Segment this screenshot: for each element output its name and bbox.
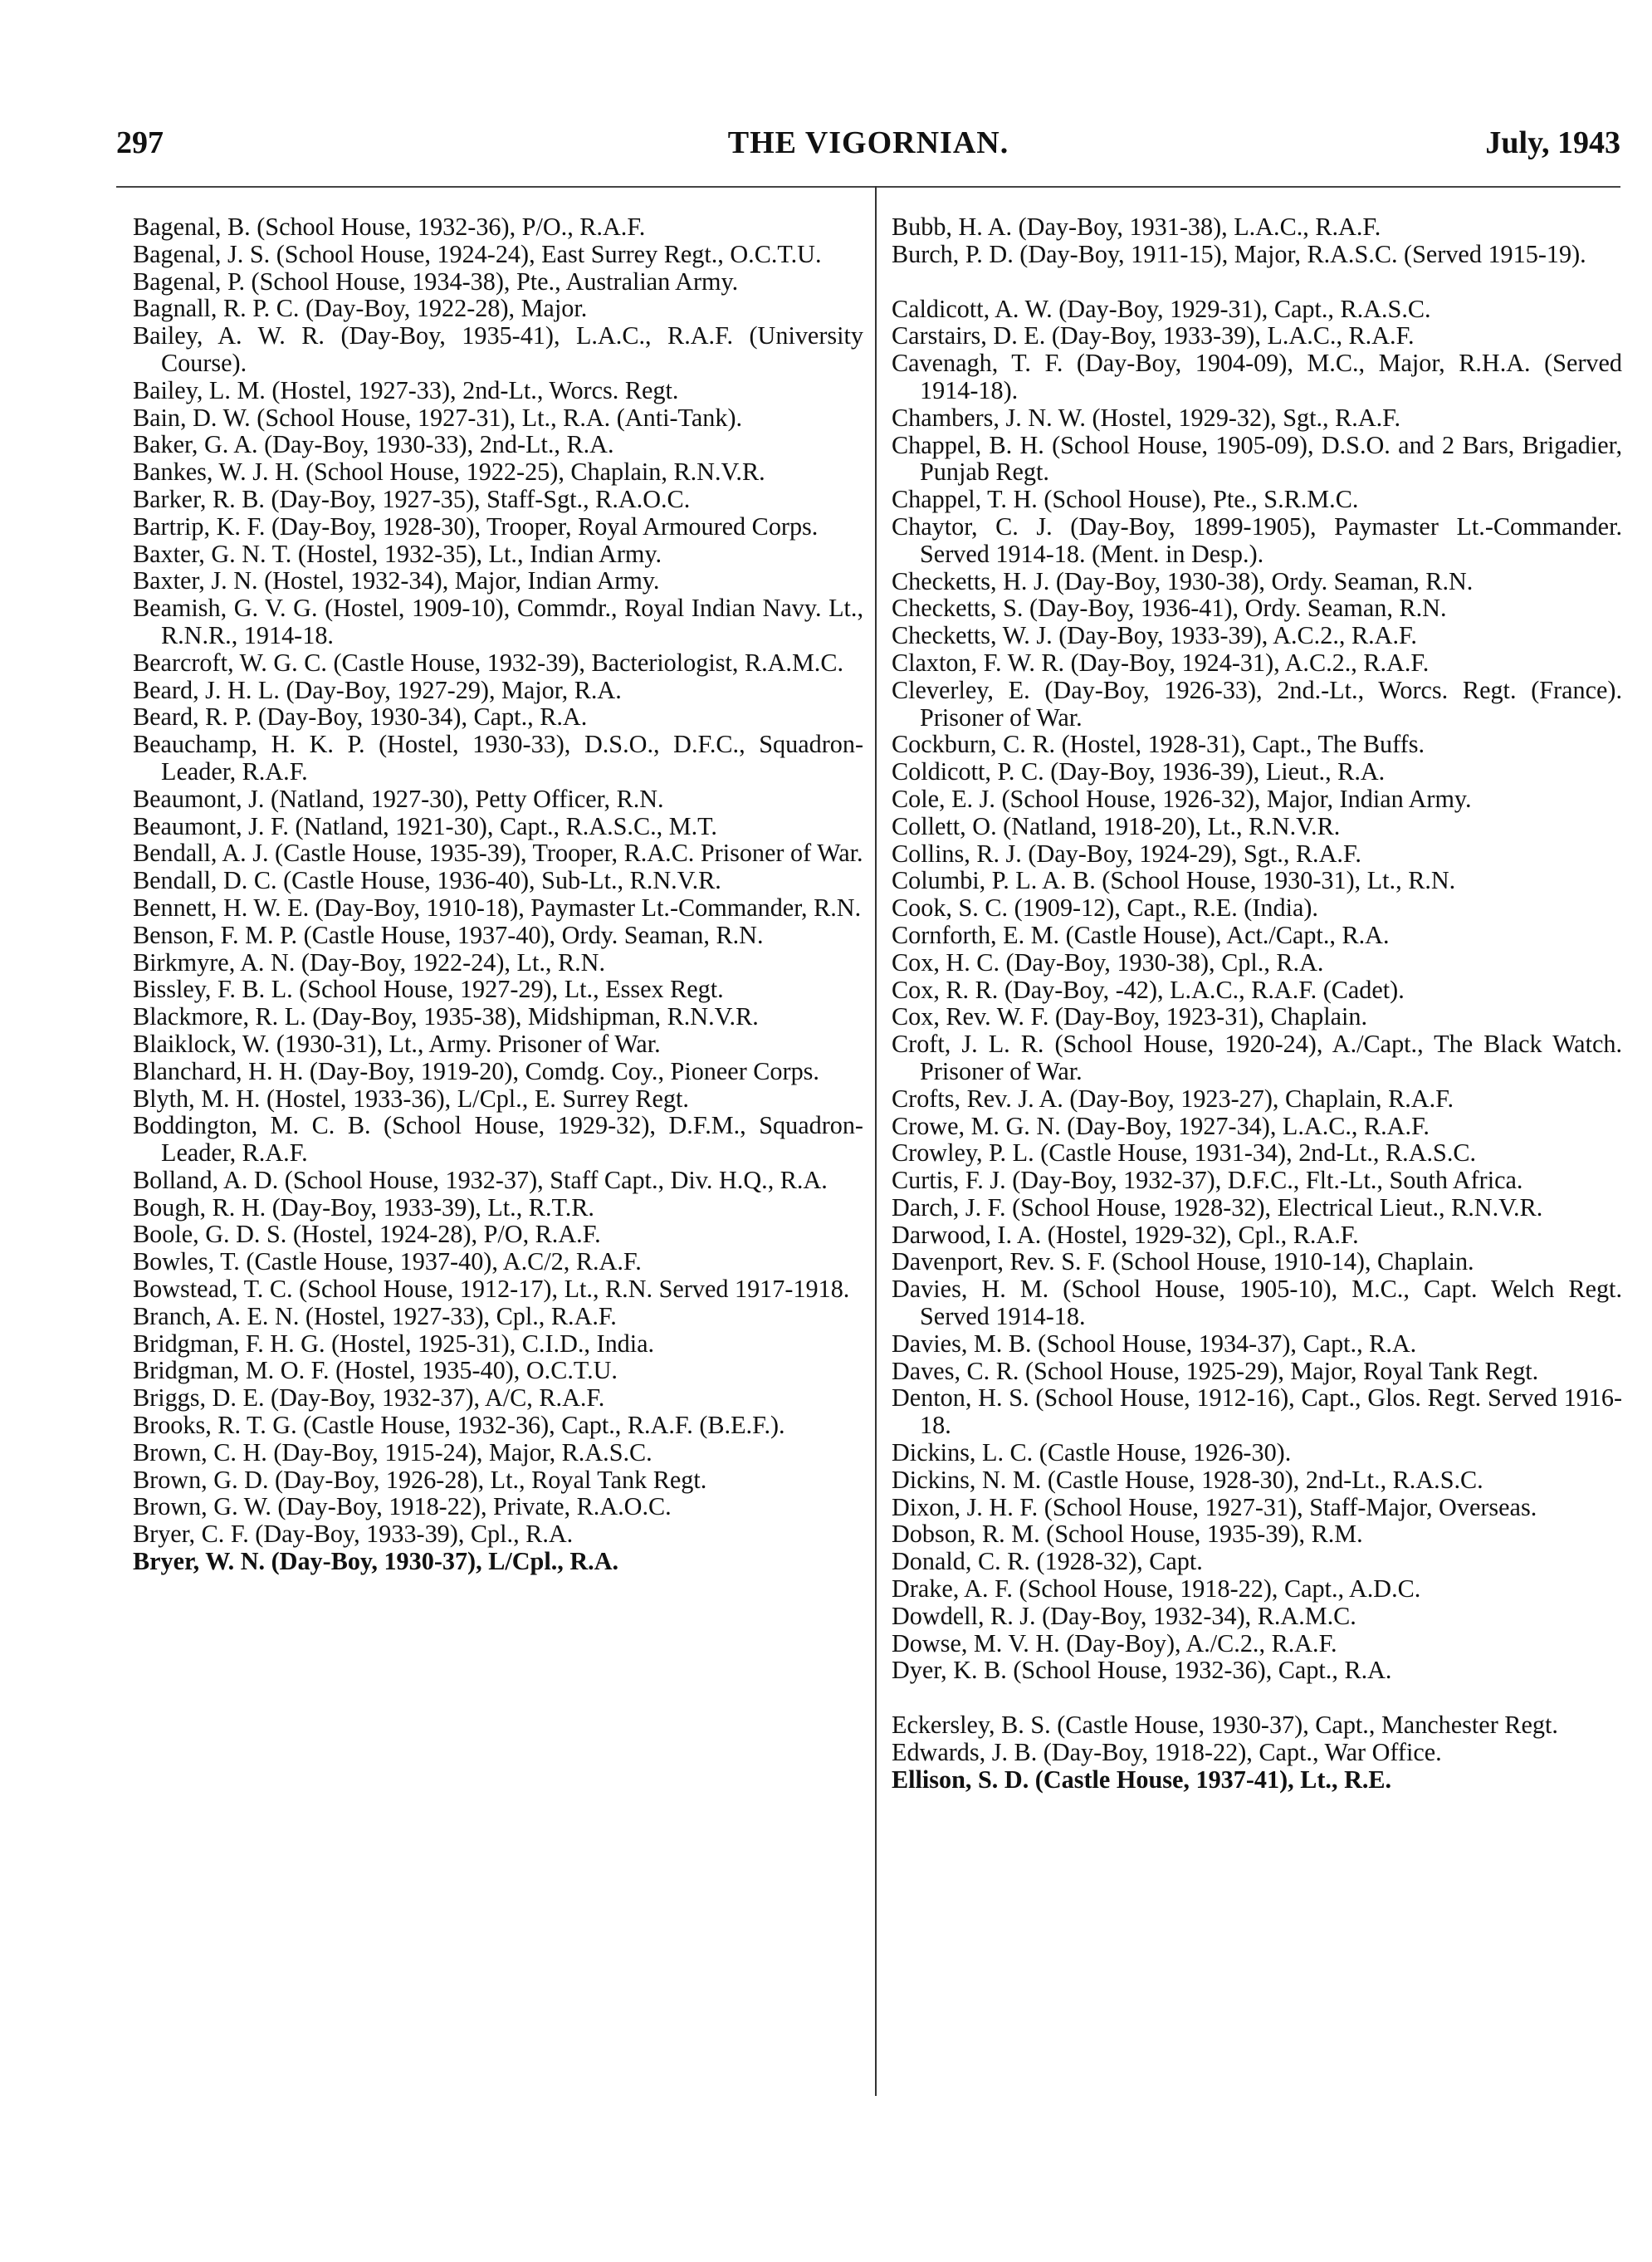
column-divider bbox=[875, 186, 877, 2096]
roll-entry: Bendall, A. J. (Castle House, 1935-39), Trooper, R.A.C. Prisoner of War. bbox=[133, 839, 863, 868]
roll-entry: Carstairs, D. E. (Day-Boy, 1933-39), L.A.C., R.A.F. bbox=[892, 321, 1415, 350]
roll-entry: Bagenal, B. (School House, 1932-36), P/O., R.A.F. bbox=[133, 213, 646, 241]
roll-entry: Checketts, W. J. (Day-Boy, 1933-39), A.C.2., R.A.F. bbox=[892, 621, 1417, 650]
roll-entry: Davenport, Rev. S. F. (School House, 1910-14), Chaplain. bbox=[892, 1247, 1474, 1276]
roll-entry: Drake, A. F. (School House, 1918-22), Capt., A.D.C. bbox=[892, 1574, 1421, 1603]
roll-entry: Burch, P. D. (Day-Boy, 1911-15), Major, R.A.S.C. (Served 1915-19). bbox=[892, 239, 1586, 268]
roll-entry: Chaytor, C. J. (Day-Boy, 1899-1905), Paymaster Lt.-Commander. Served 1914-18. (Ment. in Desp.). bbox=[892, 512, 1622, 568]
roll-entry: Cole, E. J. (School House, 1926-32), Major, Indian Army. bbox=[892, 784, 1472, 813]
roll-entry: Daves, C. R. (School House, 1925-29), Major, Royal Tank Regt. bbox=[892, 1356, 1539, 1385]
roll-entry: Bennett, H. W. E. (Day-Boy, 1910-18), Paymaster Lt.-Commander, R.N. bbox=[133, 893, 862, 922]
roll-entry: Denton, H. S. (School House, 1912-16), Capt., Glos. Regt. Served 1916-18. bbox=[892, 1383, 1622, 1440]
roll-entry: Crowley, P. L. (Castle House, 1931-34), 2nd-Lt., R.A.S.C. bbox=[892, 1138, 1477, 1168]
roll-entry: Bubb, H. A. (Day-Boy, 1931-38), L.A.C., R.A.F. bbox=[892, 213, 1381, 241]
roll-entry: Coldicott, P. C. (Day-Boy, 1936-39), Lieut., R.A. bbox=[892, 757, 1386, 786]
roll-entry: Blyth, M. H. (Hostel, 1933-36), L/Cpl., E. Surrey Regt. bbox=[133, 1084, 689, 1113]
roll-entry: Darch, J. F. (School House, 1928-32), Electrical Lieut., R.N.V.R. bbox=[892, 1192, 1543, 1222]
roll-entry: Croft, J. L. R. (School House, 1920-24), A./Capt., The Black Watch. Prisoner of War. bbox=[892, 1030, 1622, 1085]
roll-entry: Brown, G. D. (Day-Boy, 1926-28), Lt., Royal Tank Regt. bbox=[133, 1465, 707, 1494]
page-header bbox=[116, 125, 1620, 183]
roll-entry: Caldicott, A. W. (Day-Boy, 1929-31), Capt., R.A.S.C. bbox=[892, 294, 1431, 323]
roll-entry: Bridgman, M. O. F. (Hostel, 1935-40), O.C.T.U. bbox=[133, 1356, 618, 1385]
roll-entry: Crowe, M. G. N. (Day-Boy, 1927-34), L.A.C., R.A.F. bbox=[892, 1111, 1430, 1140]
roll-entry: Bailey, L. M. (Hostel, 1927-33), 2nd-Lt., Worcs. Regt. bbox=[133, 375, 679, 404]
roll-entry: Benson, F. M. P. (Castle House, 1937-40), Ordy. Seaman, R.N. bbox=[133, 920, 764, 949]
roll-entry: Briggs, D. E. (Day-Boy, 1932-37), A/C, R.A.F. bbox=[133, 1383, 605, 1413]
roll-entry: Bryer, C. F. (Day-Boy, 1933-39), Cpl., R.A. bbox=[133, 1520, 574, 1549]
roll-entry: Dickins, N. M. (Castle House, 1928-30), 2nd-Lt., R.A.S.C. bbox=[892, 1465, 1483, 1494]
roll-entry: Bailey, A. W. R. (Day-Boy, 1935-41), L.A.C., R.A.F. (University Course). bbox=[133, 321, 863, 377]
left-column bbox=[133, 213, 863, 1575]
roll-entry: Columbi, P. L. A. B. (School House, 1930-31), Lt., R.N. bbox=[892, 866, 1456, 895]
roll-entry: Blaiklock, W. (1930-31), Lt., Army. Prisoner of War. bbox=[133, 1029, 661, 1058]
page-number: 297 bbox=[116, 125, 164, 160]
roll-entry: Collins, R. J. (Day-Boy, 1924-29), Sgt., R.A.F. bbox=[892, 839, 1361, 868]
roll-entry: Barker, R. B. (Day-Boy, 1927-35), Staff-Sgt., R.A.O.C. bbox=[133, 484, 691, 513]
roll-entry: Branch, A. E. N. (Hostel, 1927-33), Cpl., R.A.F. bbox=[133, 1301, 617, 1330]
roll-entry: Baxter, J. N. (Hostel, 1932-34), Major, Indian Army. bbox=[133, 566, 660, 595]
roll-entry: Beard, R. P. (Day-Boy, 1930-34), Capt., R.A. bbox=[133, 703, 588, 732]
roll-entry: Bissley, F. B. L. (School House, 1927-29), Lt., Essex Regt. bbox=[133, 975, 724, 1004]
journal-title: THE VIGORNIAN. bbox=[727, 125, 1009, 160]
roll-entry: Ellison, S. D. (Castle House, 1937-41), Lt., R.E. bbox=[892, 1765, 1392, 1794]
roll-entry: Cavenagh, T. F. (Day-Boy, 1904-09), M.C., Major, R.H.A. (Served 1914-18). bbox=[892, 349, 1622, 404]
roll-entry: Chappel, B. H. (School House, 1905-09), D.S.O. and 2 Bars, Brigadier, Punjab Regt. bbox=[892, 430, 1622, 487]
roll-entry: Cockburn, C. R. (Hostel, 1928-31), Capt., The Buffs. bbox=[892, 730, 1425, 759]
roll-entry: Cornforth, E. M. (Castle House), Act./Capt., R.A. bbox=[892, 920, 1390, 949]
roll-entry: Checketts, H. J. (Day-Boy, 1930-38), Ordy. Seaman, R.N. bbox=[892, 566, 1474, 595]
roll-entry: Chambers, J. N. W. (Hostel, 1929-32), Sgt., R.A.F. bbox=[892, 403, 1401, 432]
roll-entry: Bagenal, P. (School House, 1934-38), Pte., Australian Army. bbox=[133, 267, 739, 296]
roll-entry: Dobson, R. M. (School House, 1935-39), R.M. bbox=[892, 1520, 1363, 1549]
roll-entry: Bowstead, T. C. (School House, 1912-17), Lt., R.N. Served 1917-1918. bbox=[133, 1275, 850, 1304]
roll-entry: Boole, G. D. S. (Hostel, 1924-28), P/O, R.A.F. bbox=[133, 1220, 601, 1249]
roll-entry: Bowles, T. (Castle House, 1937-40), A.C/2, R.A.F. bbox=[133, 1247, 642, 1276]
roll-entry: Dowse, M. V. H. (Day-Boy), A./C.2., R.A.F. bbox=[892, 1628, 1337, 1657]
roll-entry: Bryer, W. N. (Day-Boy, 1930-37), L/Cpl., R.A. bbox=[133, 1547, 619, 1576]
roll-entry: Beaumont, J. F. (Natland, 1921-30), Capt., R.A.S.C., M.T. bbox=[133, 811, 717, 840]
roll-entry: Cox, R. R. (Day-Boy, -42), L.A.C., R.A.F. (Cadet). bbox=[892, 975, 1405, 1004]
roll-entry: Curtis, F. J. (Day-Boy, 1932-37), D.F.C., Flt.-Lt., South Africa. bbox=[892, 1166, 1523, 1195]
roll-entry: Cook, S. C. (1909-12), Capt., R.E. (India). bbox=[892, 894, 1318, 923]
roll-entry: Checketts, S. (Day-Boy, 1936-41), Ordy. Seaman, R.N. bbox=[892, 594, 1447, 623]
roll-entry: Baxter, G. N. T. (Hostel, 1932-35), Lt., Indian Army. bbox=[133, 539, 662, 568]
roll-entry: Bartrip, K. F. (Day-Boy, 1928-30), Trooper, Royal Armoured Corps. bbox=[133, 512, 819, 541]
roll-entry: Bagenal, J. S. (School House, 1924-24), East Surrey Regt., O.C.T.U. bbox=[133, 239, 822, 268]
roll-entry: Blanchard, H. H. (Day-Boy, 1919-20), Comdg. Coy., Pioneer Corps. bbox=[133, 1056, 819, 1085]
roll-entry: Bough, R. H. (Day-Boy, 1933-39), Lt., R.T.R. bbox=[133, 1192, 594, 1222]
roll-entry: Cox, Rev. W. F. (Day-Boy, 1923-31), Chaplain. bbox=[892, 1002, 1368, 1031]
roll-entry: Bridgman, F. H. G. (Hostel, 1925-31), C.I.D., India. bbox=[133, 1329, 655, 1358]
roll-entry: Chappel, T. H. (School House), Pte., S.R.M.C. bbox=[892, 485, 1359, 514]
roll-entry: Bearcroft, W. G. C. (Castle House, 1932-39), Bacteriologist, R.A.M.C. bbox=[133, 648, 844, 677]
roll-entry: Claxton, F. W. R. (Day-Boy, 1924-31), A.C.2., R.A.F. bbox=[892, 648, 1430, 677]
roll-entry: Boddington, M. C. B. (School House, 1929-32), D.F.M., Squadron-Leader, R.A.F. bbox=[133, 1111, 863, 1168]
roll-entry: Davies, M. B. (School House, 1934-37), Capt., R.A. bbox=[892, 1329, 1417, 1358]
roll-entry: Beard, J. H. L. (Day-Boy, 1927-29), Major, R.A. bbox=[133, 675, 622, 704]
right-column bbox=[892, 213, 1622, 1794]
roll-entry: Blackmore, R. L. (Day-Boy, 1935-38), Midshipman, R.N.V.R. bbox=[133, 1002, 759, 1031]
roll-entry: Bolland, A. D. (School House, 1932-37), Staff Capt., Div. H.Q., R.A. bbox=[133, 1165, 828, 1194]
roll-entry: Bain, D. W. (School House, 1927-31), Lt., R.A. (Anti-Tank). bbox=[133, 403, 743, 432]
roll-entry: Beaumont, J. (Natland, 1927-30), Petty Officer, R.N. bbox=[133, 784, 664, 813]
roll-entry: Davies, H. M. (School House, 1905-10), M.C., Capt. Welch Regt. Served 1914-18. bbox=[892, 1275, 1622, 1331]
roll-entry: Darwood, I. A. (Hostel, 1929-32), Cpl., R.A.F. bbox=[892, 1220, 1359, 1249]
issue-date: July, 1943 bbox=[1485, 125, 1620, 160]
roll-entry: Brooks, R. T. G. (Castle House, 1932-36), Capt., R.A.F. (B.E.F.). bbox=[133, 1411, 785, 1440]
roll-entry: Crofts, Rev. J. A. (Day-Boy, 1923-27), Chaplain, R.A.F. bbox=[892, 1084, 1454, 1113]
roll-entry: Birkmyre, A. N. (Day-Boy, 1922-24), Lt., R.N. bbox=[133, 947, 606, 977]
roll-entry: Bagnall, R. P. C. (Day-Boy, 1922-28), Major. bbox=[133, 294, 588, 323]
roll-entry: Dowdell, R. J. (Day-Boy, 1932-34), R.A.M.C. bbox=[892, 1601, 1356, 1630]
roll-entry: Cleverley, E. (Day-Boy, 1926-33), 2nd.-Lt., Worcs. Regt. (France). Prisoner of War. bbox=[892, 675, 1622, 732]
roll-entry: Beamish, G. V. G. (Hostel, 1909-10), Commdr., Royal Indian Navy. Lt., R.N.R., 1914-18. bbox=[133, 594, 863, 649]
roll-entry: Dyer, K. B. (School House, 1932-36), Capt., R.A. bbox=[892, 1656, 1392, 1685]
roll-entry: Brown, C. H. (Day-Boy, 1915-24), Major, R.A.S.C. bbox=[133, 1437, 652, 1466]
roll-entry: Donald, C. R. (1928-32), Capt. bbox=[892, 1547, 1203, 1576]
roll-entry: Baker, G. A. (Day-Boy, 1930-33), 2nd-Lt., R.A. bbox=[133, 430, 614, 459]
roll-entry: Brown, G. W. (Day-Boy, 1918-22), Private, R.A.O.C. bbox=[133, 1492, 672, 1521]
roll-entry: Bendall, D. C. (Castle House, 1936-40), Sub-Lt., R.N.V.R. bbox=[133, 866, 721, 895]
header-rule bbox=[116, 186, 1620, 188]
roll-entry: Bankes, W. J. H. (School House, 1922-25), Chaplain, R.N.V.R. bbox=[133, 458, 765, 487]
roll-entry: Collett, O. (Natland, 1918-20), Lt., R.N.V.R. bbox=[892, 811, 1341, 840]
roll-entry: Beauchamp, H. K. P. (Hostel, 1930-33), D.S.O., D.F.C., Squadron-Leader, R.A.F. bbox=[133, 730, 863, 786]
roll-entry: Cox, H. C. (Day-Boy, 1930-38), Cpl., R.A. bbox=[892, 947, 1324, 977]
roll-entry: Edwards, J. B. (Day-Boy, 1918-22), Capt., War Office. bbox=[892, 1738, 1442, 1767]
roll-entry: Eckersley, B. S. (Castle House, 1930-37), Capt., Manchester Regt. bbox=[892, 1711, 1558, 1740]
roll-entry: Dixon, J. H. F. (School House, 1927-31), Staff-Major, Overseas. bbox=[892, 1492, 1537, 1521]
roll-entry: Dickins, L. C. (Castle House, 1926-30). bbox=[892, 1438, 1292, 1467]
